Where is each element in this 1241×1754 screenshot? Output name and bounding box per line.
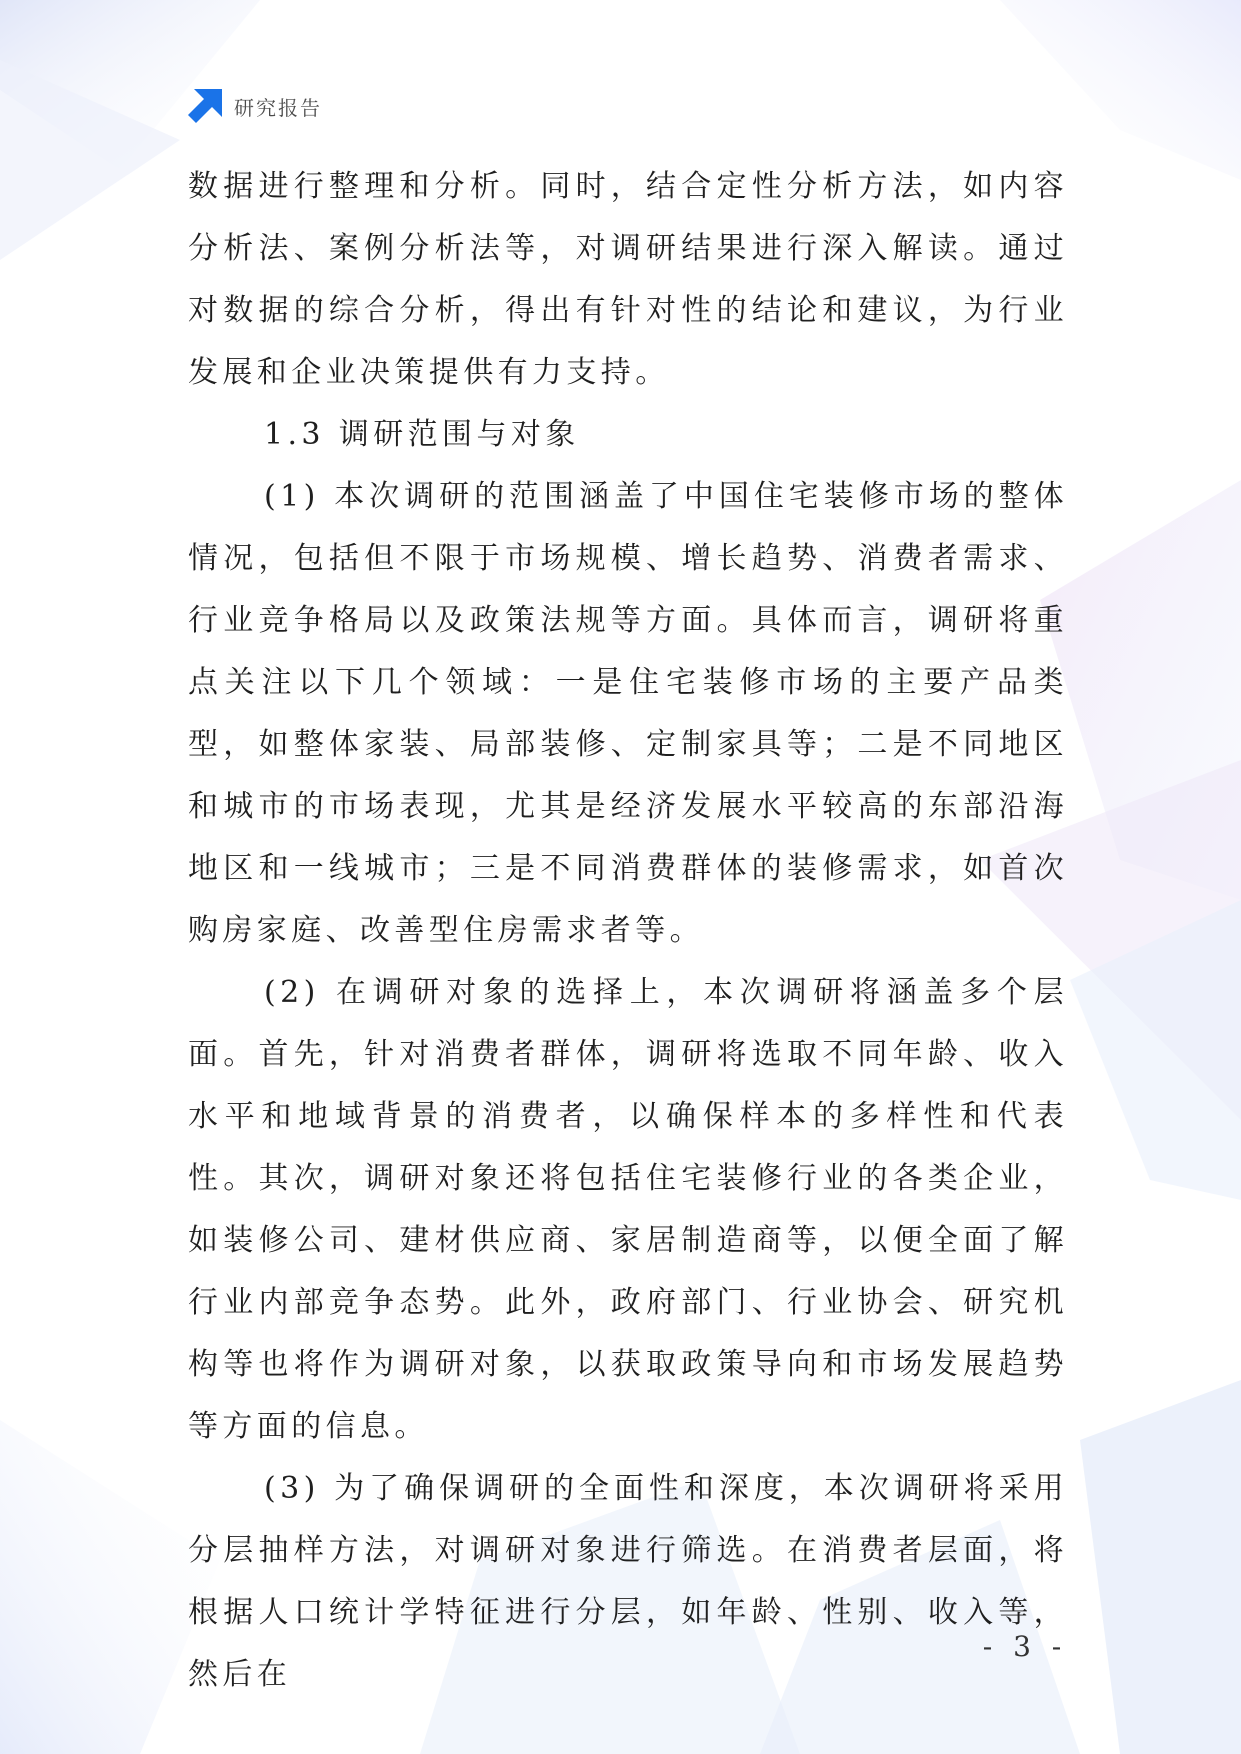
page-number: - 3 - [982,1630,1068,1663]
paragraph-3: (3) 为了确保调研的全面性和深度，本次调研将采用分层抽样方法，对调研对象进行筛选。在消费者层面，将根据人口统计学特征进行分层，如年龄、性别、收入等，然后在 [188,1471,1068,1692]
paragraph-intro: 数据进行整理和分析。同时，结合定性分析方法，如内容分析法、案例分析法等，对调研结果进行深入解读。通过对数据的综合分析，得出有针对性的结论和建议，为行业发展和企业决策提供有力支持。 [188,169,1068,390]
arrow-logo-icon [188,89,222,123]
paragraph-2: (2) 在调研对象的选择上，本次调研将涵盖多个层面。首先，针对消费者群体，调研将选取不同年龄、收入水平和地域背景的消费者，以确保样本的多样性和代表性。其次，调研对象还将包括住宅装修行业的各类企业，如装修公司、建材供应商、家居制造商等，以便全面了解行业内部竞争态势。此外，政府部门、行业协会、研究机构等也将作为调研对象，以获取政策导向和市场发展趋势等方面的信息。 [188,975,1068,1444]
section-heading: 1.3 调研范围与对象 [264,417,580,452]
document-body [188,156,1068,1706]
page-header [188,88,322,124]
header-title: 研究报告 [234,95,322,120]
paragraph-1: (1) 本次调研的范围涵盖了中国住宅装修市场的整体情况，包括但不限于市场规模、增长趋势、消费者需求、行业竞争格局以及政策法规等方面。具体而言，调研将重点关注以下几个领域：一是住宅装修市场的主要产品类型，如整体家装、局部装修、定制家具等；二是不同地区和城市的市场表现，尤其是经济发展水平较高的东部沿海地区和一线城市；三是不同消费群体的装修需求，如首次购房家庭、改善型住房需求者等。 [188,479,1068,948]
